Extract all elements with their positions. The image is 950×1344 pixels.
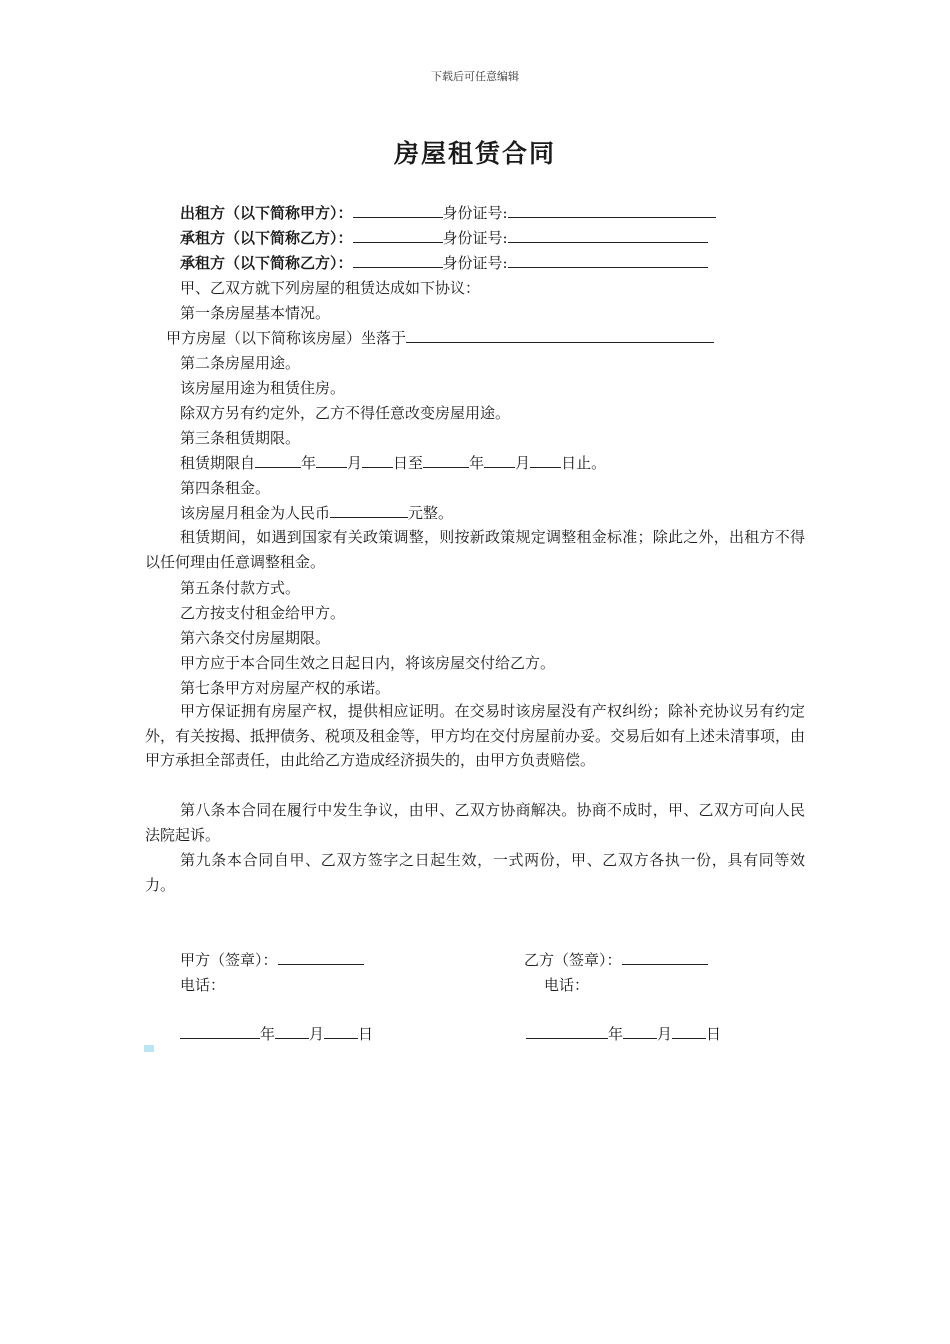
lessor-line [180,203,716,223]
party-a-date [180,1024,373,1044]
article-2-title: 第二条房屋用途。 [180,354,301,372]
start-year-blank[interactable] [255,453,301,468]
intro-text: 甲、乙双方就下列房屋的租赁达成如下协议： [180,279,481,297]
party-a-sign-blank[interactable] [278,950,364,965]
lessee-id-blank[interactable] [508,253,708,268]
party-b-label: 乙方（签章）： [524,951,622,969]
end-day-blank[interactable] [530,453,561,468]
start-month-blank[interactable] [316,453,347,468]
party-b-phone: 电话： [544,976,590,994]
year-label: 年 [301,454,317,472]
article-5-text: 乙方按支付租金给甲方。 [180,604,346,622]
end-year-blank[interactable] [423,453,469,468]
article-4-text-1 [180,503,453,523]
rent-label: 该房屋月租金为人民币 [180,504,331,522]
day-label: 日 [706,1025,722,1043]
lessor-label: 出租方（以下简称甲方）： [180,204,353,222]
party-b-year-blank-2[interactable] [560,1024,590,1039]
lessee-name-blank[interactable] [353,228,443,243]
party-b-sign-blank[interactable] [622,950,708,965]
id-label: 身份证号: [442,254,508,272]
day-label: 日 [358,1025,374,1043]
cursor-marker [144,1045,154,1052]
address-blank[interactable] [406,328,714,343]
end-month-blank[interactable] [484,453,515,468]
lessee-label: 承租方（以下简称乙方）： [180,254,353,272]
year-label: 年 [260,1025,276,1043]
party-a-year-blank-3[interactable] [244,1024,260,1039]
lessee-label: 承租方（以下简称乙方）： [180,229,353,247]
party-b-month-blank[interactable] [623,1024,657,1039]
article-4-title: 第四条租金。 [180,479,271,497]
year-label: 年 [469,454,485,472]
lessor-id-blank[interactable] [508,203,716,218]
article-8-text: 第八条本合同在履行中发生争议，由甲、乙双方协商解决。协商不成时，甲、乙双方可向人民法院起诉。 [145,801,805,844]
year-label: 年 [608,1025,624,1043]
lessor-name-blank[interactable] [353,203,443,218]
address-label: 甲方房屋（以下简称该房屋）坐落于 [166,329,407,347]
party-b-year-blank-1[interactable] [526,1024,560,1039]
article-1-text [166,328,714,348]
month-label: 月 [515,454,531,472]
article-6-text: 甲方应于本合同生效之日起日内，将该房屋交付给乙方。 [180,654,556,672]
article-4-text-2: 租赁期间，如遇到国家有关政策调整，则按新政策规定调整租金标准；除此之外，出租方不得以任何理由任意调整租金。 [145,528,805,571]
party-a-month-blank[interactable] [275,1024,309,1039]
month-label: 月 [347,454,363,472]
party-a-year-blank-2[interactable] [214,1024,244,1039]
document-title: 房屋租赁合同 [393,139,556,168]
party-a-day-blank[interactable] [324,1024,358,1039]
start-day-blank[interactable] [362,453,393,468]
lessee-name-blank[interactable] [353,253,443,268]
article-3-title: 第三条租赁期限。 [180,429,301,447]
header-note: 下载后可任意编辑 [431,70,519,83]
rent-amount-blank[interactable] [330,503,408,518]
id-label: 身份证号: [442,229,508,247]
article-2-text-2: 除双方另有约定外，乙方不得任意改变房屋用途。 [180,404,511,422]
party-a-phone: 电话： [180,976,226,994]
party-a-year-blank-1[interactable] [180,1024,214,1039]
party-a-signature [180,950,364,970]
article-3-text [180,453,606,473]
lessee-line [180,228,708,248]
article-9-text: 第九条本合同自甲、乙双方签字之日起生效，一式两份，甲、乙双方各执一份，具有同等效力。 [145,851,805,894]
article-5-title: 第五条付款方式。 [180,579,301,597]
party-b-date [526,1024,721,1044]
article-6-title: 第六条交付房屋期限。 [180,629,331,647]
month-label: 月 [657,1025,673,1043]
party-a-label: 甲方（签章）： [180,951,278,969]
article-2-text-1: 该房屋用途为租赁住房。 [180,379,346,397]
end-label: 日止。 [561,454,607,472]
article-7-title: 第七条甲方对房屋产权的承诺。 [180,679,391,697]
party-b-day-blank[interactable] [672,1024,706,1039]
month-label: 月 [309,1025,325,1043]
id-label: 身份证号: [442,204,508,222]
article-7-text: 甲方保证拥有房屋产权，提供相应证明。在交易时该房屋没有产权纠纷；除补充协议另有约定外，有关按揭、抵押债务、税项及租金等，甲方均在交付房屋前办妥。交易后如有上述未清事项，由甲方承担全部责任，由此给乙方造成经济损失的，由甲方负责赔偿。 [145,702,806,770]
rent-suffix: 元整。 [408,504,454,522]
to-label: 日至 [393,454,424,472]
article-1-title: 第一条房屋基本情况。 [180,304,331,322]
lease-term-label: 租赁期限自 [180,454,256,472]
lessee-id-blank[interactable] [508,228,708,243]
party-b-signature [524,950,708,970]
party-b-year-blank-3[interactable] [590,1024,608,1039]
lessee-line-2 [180,253,708,273]
